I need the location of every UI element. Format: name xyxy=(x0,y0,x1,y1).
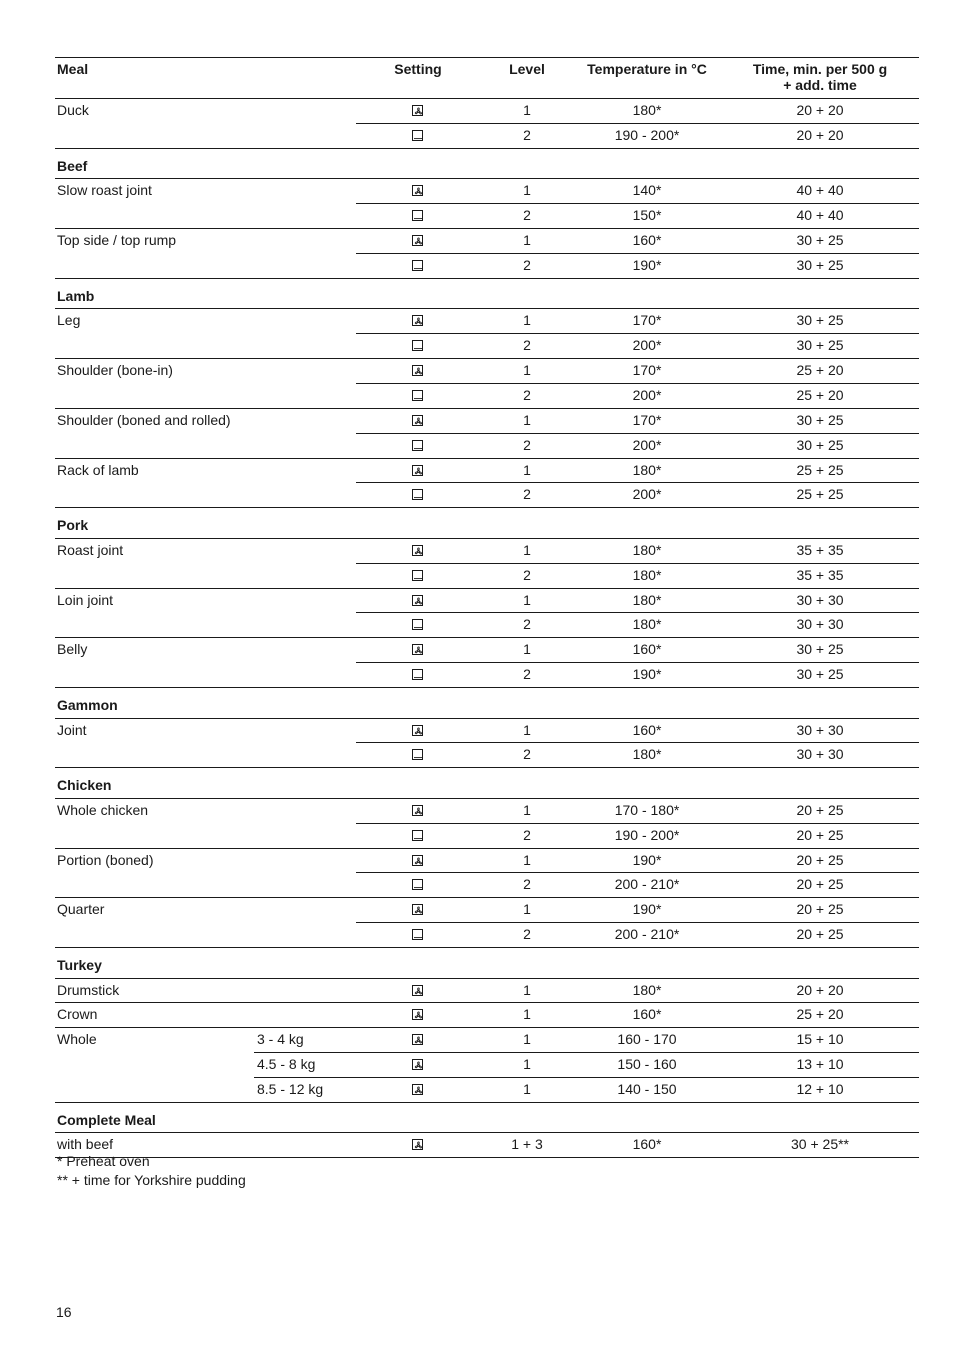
time-cell: 25 + 20 xyxy=(796,362,844,378)
level-cell: 1 xyxy=(523,412,531,428)
temperature-cell: 180* xyxy=(632,982,662,998)
top-bottom-heat-icon xyxy=(412,570,423,581)
meal-cell: Slow roast joint xyxy=(57,182,152,198)
row-rule xyxy=(356,482,919,483)
top-bottom-heat-icon xyxy=(412,830,423,841)
temperature-cell: 160 - 170 xyxy=(617,1031,677,1047)
fan-icon xyxy=(412,805,423,816)
row-rule xyxy=(55,1002,919,1003)
time-cell: 20 + 25 xyxy=(796,876,844,892)
top-bottom-heat-icon xyxy=(412,489,423,500)
time-cell: 30 + 25 xyxy=(796,641,844,657)
fan-icon xyxy=(412,235,423,246)
row-rule xyxy=(356,872,919,873)
temperature-cell: 180* xyxy=(632,746,662,762)
row-rule xyxy=(55,458,919,459)
time-cell: 40 + 40 xyxy=(796,207,844,223)
fan-icon xyxy=(412,725,423,736)
temperature-cell: 140* xyxy=(632,182,662,198)
temperature-cell: 160* xyxy=(632,1006,662,1022)
temperature-cell: 200 - 210* xyxy=(614,926,680,942)
temperature-cell: 200* xyxy=(632,337,662,353)
top-bottom-heat-icon xyxy=(412,440,423,451)
time-cell: 35 + 35 xyxy=(796,567,844,583)
temperature-cell: 150 - 160 xyxy=(617,1056,677,1072)
meal-cell: Leg xyxy=(57,312,81,328)
header-bottom-rule xyxy=(55,98,919,99)
temperature-cell: 170* xyxy=(632,362,662,378)
time-cell: 30 + 25 xyxy=(796,232,844,248)
meal-cell: with beef xyxy=(57,1136,114,1152)
level-cell: 2 xyxy=(523,207,531,223)
header-time-line2: + add. time xyxy=(783,77,857,93)
top-bottom-heat-icon xyxy=(412,619,423,630)
level-cell: 1 xyxy=(523,852,531,868)
temperature-cell: 140 - 150 xyxy=(617,1081,677,1097)
section-heading: Gammon xyxy=(57,697,118,713)
meal-cell: Shoulder (bone-in) xyxy=(57,362,173,378)
time-cell: 30 + 30 xyxy=(796,722,844,738)
meal-cell: Roast joint xyxy=(57,542,124,558)
table-top-rule xyxy=(55,57,919,58)
level-cell: 2 xyxy=(523,257,531,273)
level-cell: 1 xyxy=(523,312,531,328)
time-cell: 30 + 25 xyxy=(796,257,844,273)
time-cell: 30 + 25 xyxy=(796,437,844,453)
top-bottom-heat-icon xyxy=(412,749,423,760)
time-cell: 15 + 10 xyxy=(796,1031,844,1047)
row-rule xyxy=(356,253,919,254)
section-rule xyxy=(55,718,919,719)
temperature-cell: 180* xyxy=(632,567,662,583)
level-cell: 1 xyxy=(523,641,531,657)
temperature-cell: 180* xyxy=(632,102,662,118)
meal-cell: Whole xyxy=(57,1031,97,1047)
level-cell: 1 xyxy=(523,982,531,998)
section-heading: Complete Meal xyxy=(57,1112,156,1128)
time-cell: 25 + 25 xyxy=(796,486,844,502)
row-rule xyxy=(55,848,919,849)
meal-cell: Duck xyxy=(57,102,89,118)
row-rule xyxy=(254,1052,919,1053)
fan-icon xyxy=(412,545,423,556)
level-cell: 1 xyxy=(523,102,531,118)
fan-icon xyxy=(412,185,423,196)
level-cell: 1 xyxy=(523,362,531,378)
temperature-cell: 160* xyxy=(632,722,662,738)
level-cell: 1 xyxy=(523,1081,531,1097)
time-cell: 13 + 10 xyxy=(796,1056,844,1072)
level-cell: 1 xyxy=(523,182,531,198)
temperature-cell: 190* xyxy=(632,852,662,868)
level-cell: 2 xyxy=(523,827,531,843)
row-rule xyxy=(356,383,919,384)
time-cell: 40 + 40 xyxy=(796,182,844,198)
section-rule xyxy=(55,1132,919,1133)
row-rule xyxy=(55,1027,919,1028)
header-time-line1: Time, min. per 500 g xyxy=(752,61,888,77)
row-rule xyxy=(55,228,919,229)
row-rule xyxy=(55,767,919,768)
level-cell: 1 xyxy=(523,722,531,738)
time-cell: 30 + 30 xyxy=(796,592,844,608)
fan-icon xyxy=(412,365,423,376)
level-cell: 1 xyxy=(523,1056,531,1072)
row-rule xyxy=(55,687,919,688)
row-rule xyxy=(356,922,919,923)
meal-cell: Belly xyxy=(57,641,88,657)
level-cell: 1 + 3 xyxy=(511,1136,543,1152)
footnote-preheat: * Preheat oven xyxy=(57,1153,150,1169)
fan-icon xyxy=(412,904,423,915)
meal-cell: Crown xyxy=(57,1006,98,1022)
time-cell: 25 + 20 xyxy=(796,1006,844,1022)
level-cell: 1 xyxy=(523,1031,531,1047)
temperature-cell: 160* xyxy=(632,232,662,248)
level-cell: 2 xyxy=(523,486,531,502)
row-rule xyxy=(356,203,919,204)
fan-icon xyxy=(412,595,423,606)
meal-cell: Rack of lamb xyxy=(57,462,139,478)
level-cell: 1 xyxy=(523,1006,531,1022)
section-rule xyxy=(55,798,919,799)
time-cell: 20 + 20 xyxy=(796,102,844,118)
level-cell: 2 xyxy=(523,926,531,942)
temperature-cell: 190* xyxy=(632,666,662,682)
level-cell: 2 xyxy=(523,876,531,892)
time-cell: 30 + 25 xyxy=(796,412,844,428)
top-bottom-heat-icon xyxy=(412,210,423,221)
level-cell: 2 xyxy=(523,616,531,632)
footnote-yorkshire: ** + time for Yorkshire pudding xyxy=(57,1172,246,1188)
temperature-cell: 200 - 210* xyxy=(614,876,680,892)
section-heading: Chicken xyxy=(57,777,112,793)
section-heading: Beef xyxy=(57,158,88,174)
row-rule xyxy=(55,408,919,409)
time-cell: 30 + 25** xyxy=(791,1136,849,1152)
level-cell: 2 xyxy=(523,746,531,762)
time-cell: 30 + 30 xyxy=(796,746,844,762)
temperature-cell: 180* xyxy=(632,592,662,608)
row-rule xyxy=(55,278,919,279)
time-cell: 20 + 25 xyxy=(796,926,844,942)
meal-cell: Quarter xyxy=(57,901,105,917)
meal-cell: Joint xyxy=(57,722,87,738)
level-cell: 2 xyxy=(523,127,531,143)
top-bottom-heat-icon xyxy=(412,130,423,141)
time-cell: 30 + 25 xyxy=(796,666,844,682)
temperature-cell: 190 - 200* xyxy=(614,827,680,843)
row-rule xyxy=(55,358,919,359)
level-cell: 1 xyxy=(523,232,531,248)
section-rule xyxy=(55,178,919,179)
time-cell: 30 + 30 xyxy=(796,616,844,632)
fan-icon xyxy=(412,465,423,476)
section-heading: Lamb xyxy=(57,288,95,304)
level-cell: 2 xyxy=(523,387,531,403)
fan-icon xyxy=(412,1059,423,1070)
fan-icon xyxy=(412,644,423,655)
time-cell: 30 + 25 xyxy=(796,312,844,328)
section-heading: Turkey xyxy=(57,957,102,973)
time-cell: 20 + 25 xyxy=(796,827,844,843)
level-cell: 1 xyxy=(523,901,531,917)
fan-icon xyxy=(412,1009,423,1020)
row-rule xyxy=(55,897,919,898)
temperature-cell: 180* xyxy=(632,462,662,478)
temperature-cell: 200* xyxy=(632,486,662,502)
fan-icon xyxy=(412,415,423,426)
fan-icon xyxy=(412,855,423,866)
meal-cell: Portion (boned) xyxy=(57,852,154,868)
meal-cell: Whole chicken xyxy=(57,802,149,818)
row-rule xyxy=(356,333,919,334)
level-cell: 1 xyxy=(523,802,531,818)
row-rule xyxy=(356,662,919,663)
fan-icon xyxy=(412,1084,423,1095)
meal-cell: Loin joint xyxy=(57,592,114,608)
temperature-cell: 180* xyxy=(632,616,662,632)
meal-cell: Drumstick xyxy=(57,982,120,998)
header-level: Level xyxy=(509,61,545,77)
header-meal: Meal xyxy=(57,61,89,77)
level-cell: 2 xyxy=(523,337,531,353)
level-cell: 2 xyxy=(523,666,531,682)
weight-cell: 3 - 4 kg xyxy=(257,1031,304,1047)
weight-cell: 4.5 - 8 kg xyxy=(257,1056,316,1072)
temperature-cell: 190* xyxy=(632,901,662,917)
meal-cell: Shoulder (boned and rolled) xyxy=(57,412,231,428)
row-rule xyxy=(55,148,919,149)
top-bottom-heat-icon xyxy=(412,390,423,401)
section-rule xyxy=(55,538,919,539)
temperature-cell: 170* xyxy=(632,312,662,328)
weight-cell: 8.5 - 12 kg xyxy=(257,1081,324,1097)
header-setting: Setting xyxy=(394,61,442,77)
level-cell: 1 xyxy=(523,592,531,608)
row-rule xyxy=(356,612,919,613)
level-cell: 1 xyxy=(523,542,531,558)
temperature-cell: 200* xyxy=(632,437,662,453)
time-cell: 35 + 35 xyxy=(796,542,844,558)
row-rule xyxy=(55,637,919,638)
section-rule xyxy=(55,308,919,309)
temperature-cell: 180* xyxy=(632,542,662,558)
section-rule xyxy=(55,978,919,979)
top-bottom-heat-icon xyxy=(412,929,423,940)
row-rule xyxy=(356,823,919,824)
top-bottom-heat-icon xyxy=(412,879,423,890)
row-rule xyxy=(254,1077,919,1078)
time-cell: 25 + 25 xyxy=(796,462,844,478)
row-rule xyxy=(55,1157,919,1158)
page-number: 16 xyxy=(56,1304,72,1320)
level-cell: 1 xyxy=(523,462,531,478)
section-heading: Pork xyxy=(57,517,89,533)
fan-icon xyxy=(412,315,423,326)
temperature-cell: 150* xyxy=(632,207,662,223)
time-cell: 20 + 20 xyxy=(796,982,844,998)
fan-icon xyxy=(412,1034,423,1045)
temperature-cell: 170* xyxy=(632,412,662,428)
fan-icon xyxy=(412,105,423,116)
meal-cell: Top side / top rump xyxy=(57,232,177,248)
row-rule xyxy=(55,1102,919,1103)
level-cell: 2 xyxy=(523,437,531,453)
temperature-cell: 170 - 180* xyxy=(614,802,680,818)
temperature-cell: 160* xyxy=(632,1136,662,1152)
top-bottom-heat-icon xyxy=(412,669,423,680)
fan-icon xyxy=(412,1139,423,1150)
time-cell: 20 + 25 xyxy=(796,852,844,868)
temperature-cell: 190 - 200* xyxy=(614,127,680,143)
row-rule xyxy=(356,123,919,124)
row-rule xyxy=(55,947,919,948)
time-cell: 30 + 25 xyxy=(796,337,844,353)
level-cell: 2 xyxy=(523,567,531,583)
temperature-cell: 190* xyxy=(632,257,662,273)
time-cell: 20 + 25 xyxy=(796,802,844,818)
time-cell: 12 + 10 xyxy=(796,1081,844,1097)
row-rule xyxy=(55,588,919,589)
top-bottom-heat-icon xyxy=(412,260,423,271)
row-rule xyxy=(356,563,919,564)
time-cell: 20 + 25 xyxy=(796,901,844,917)
header-temperature: Temperature in °C xyxy=(587,61,707,77)
time-cell: 20 + 20 xyxy=(796,127,844,143)
top-bottom-heat-icon xyxy=(412,340,423,351)
time-cell: 25 + 20 xyxy=(796,387,844,403)
row-rule xyxy=(55,507,919,508)
row-rule xyxy=(356,433,919,434)
temperature-cell: 160* xyxy=(632,641,662,657)
row-rule xyxy=(356,742,919,743)
fan-icon xyxy=(412,985,423,996)
temperature-cell: 200* xyxy=(632,387,662,403)
